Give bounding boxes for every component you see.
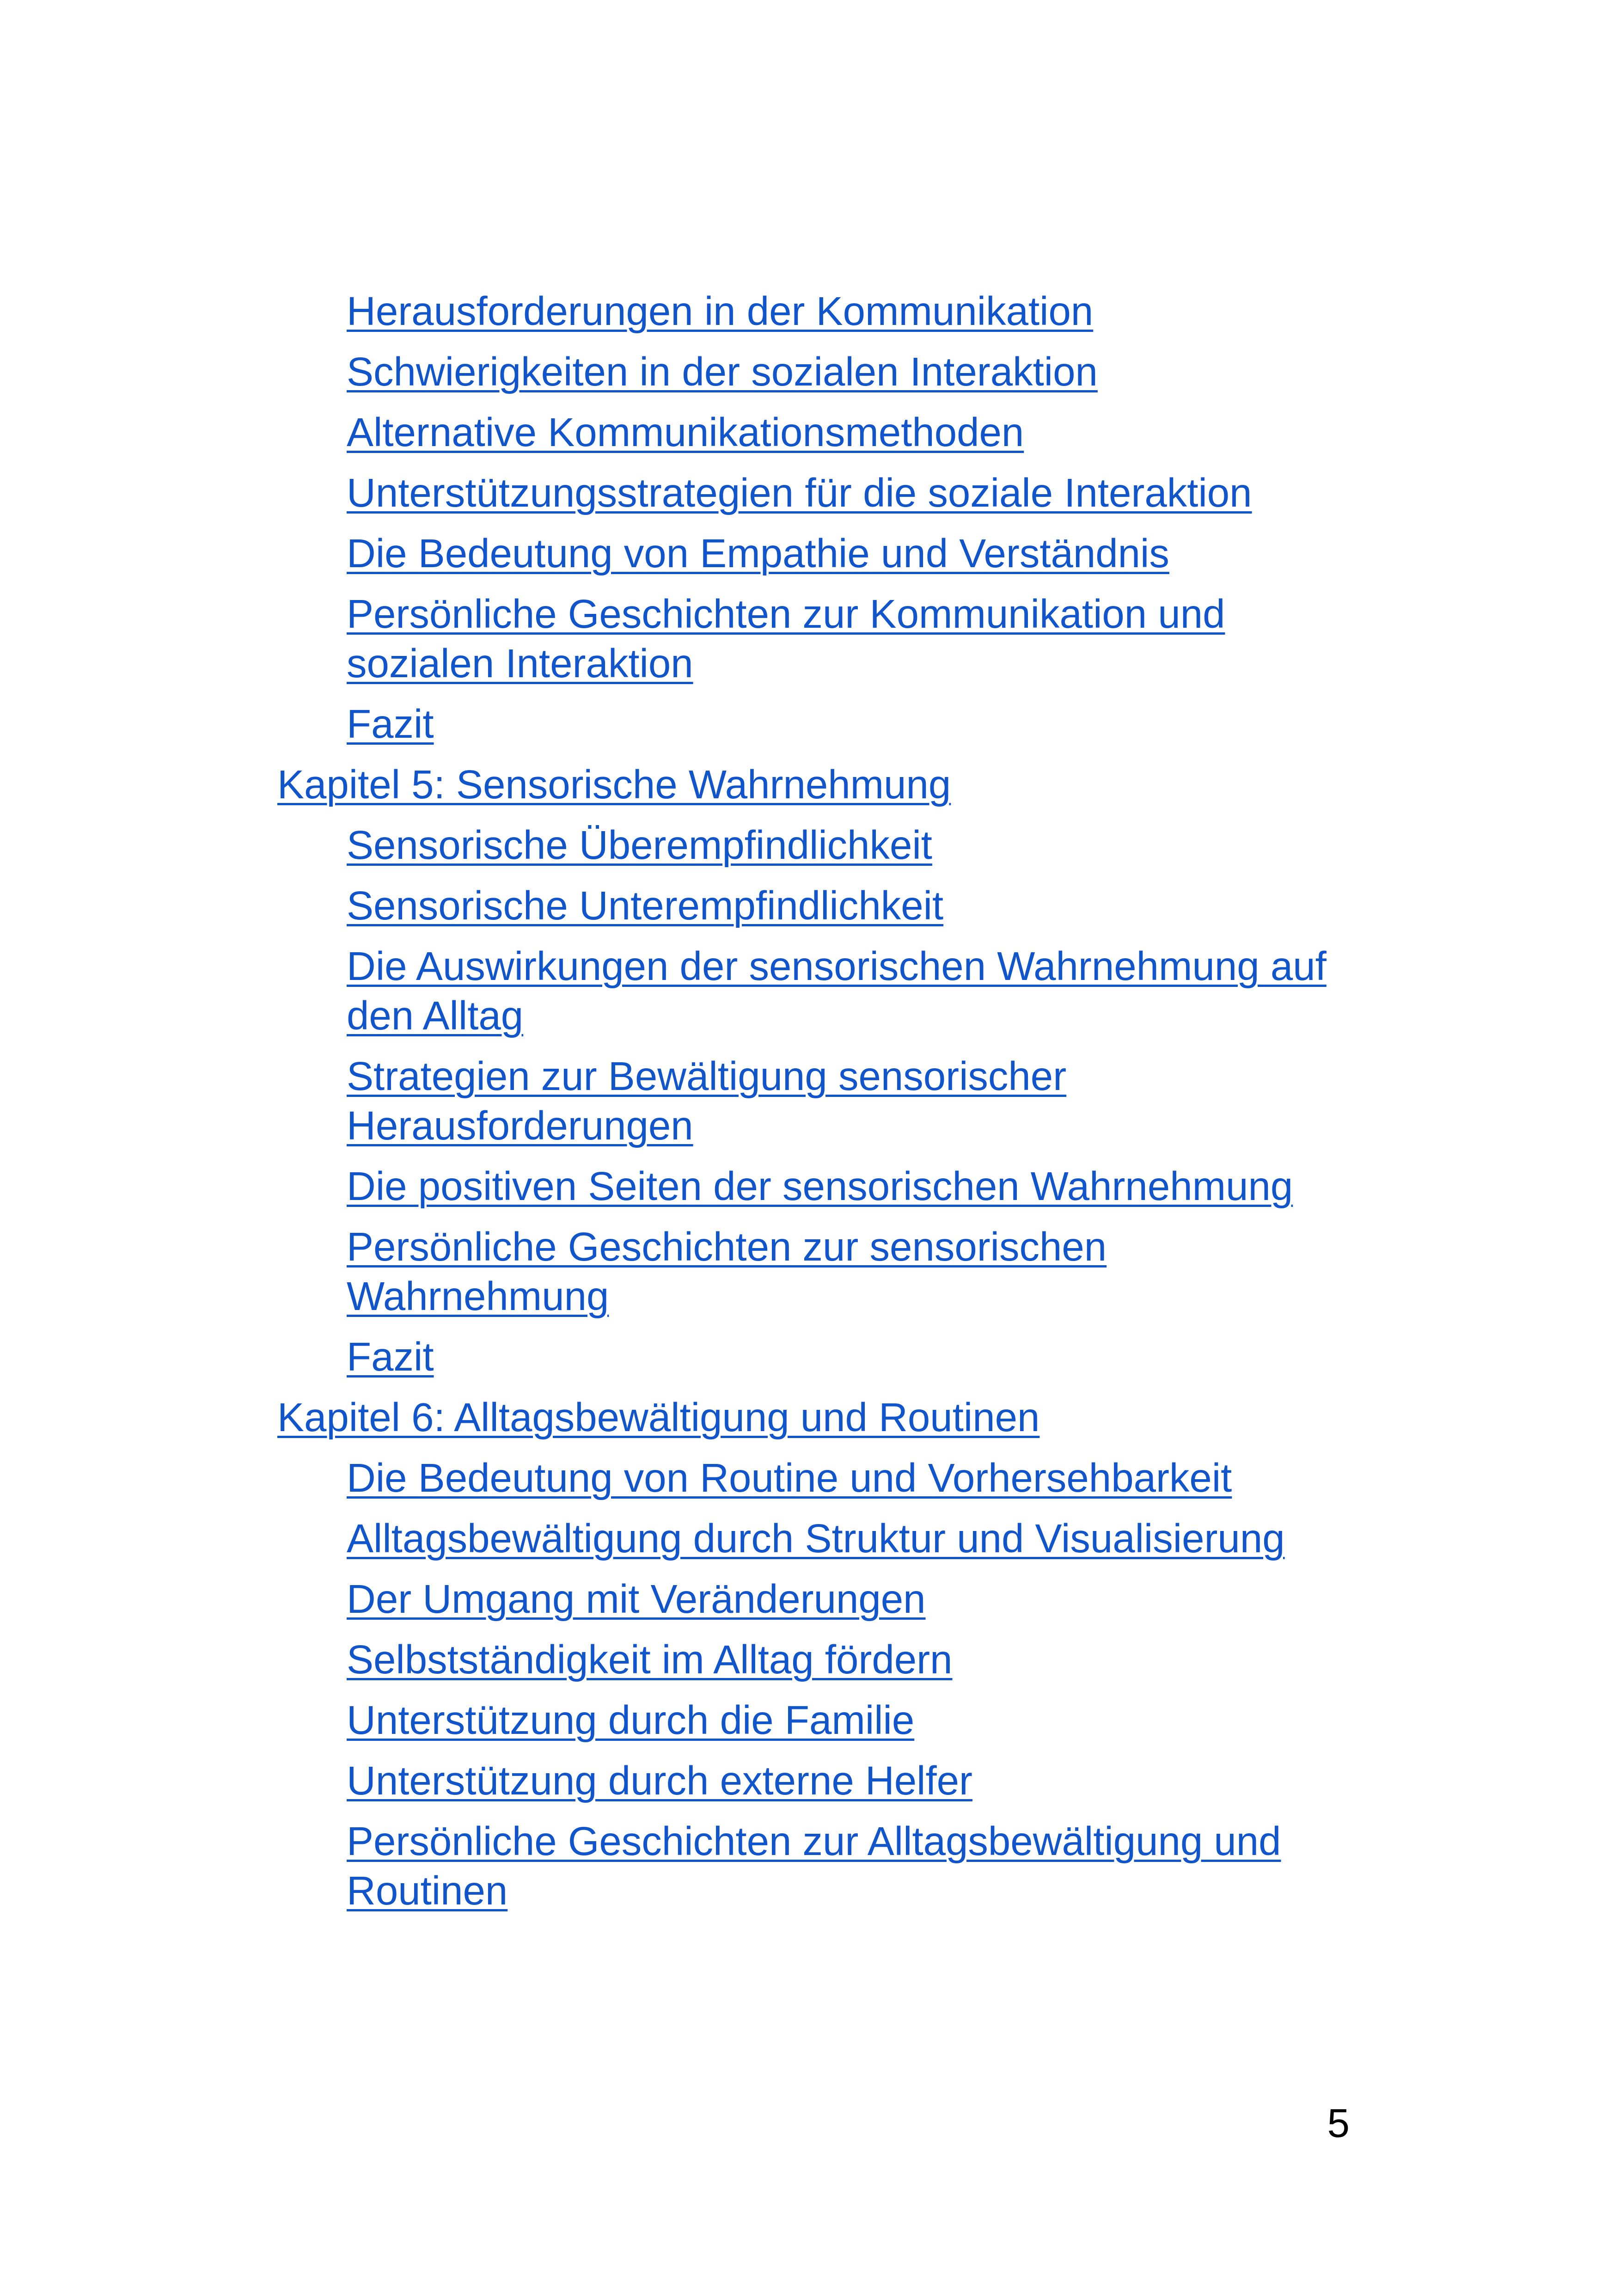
toc-entry — [277, 1574, 1350, 1624]
toc-link-struktur-visualisierung[interactable]: Alltagsbewältigung durch Struktur und Visualisierung — [347, 1516, 1285, 1561]
toc-entry — [277, 1162, 1350, 1211]
toc-entry — [277, 1222, 1350, 1321]
toc-entry — [277, 1635, 1350, 1684]
toc-entry — [277, 942, 1350, 1041]
toc-link-unterempfindlichkeit[interactable]: Sensorische Unterempfindlichkeit — [347, 883, 944, 928]
toc-entry — [277, 468, 1350, 518]
toc-entry — [277, 1696, 1350, 1745]
toc-link-unterstuetzung-familie[interactable]: Unterstützung durch die Familie — [347, 1698, 915, 1743]
toc-link-strategien-bewaeltigung[interactable]: Strategien zur Bewältigung sensorischer Herausforderungen — [347, 1054, 1067, 1148]
toc-entry — [277, 589, 1350, 688]
toc-link-umgang-veraenderungen[interactable]: Der Umgang mit Veränderungen — [347, 1577, 926, 1622]
toc-entry — [277, 699, 1350, 749]
toc-entry — [277, 1332, 1350, 1382]
page-number: 5 — [1327, 2101, 1350, 2146]
toc-entry — [277, 881, 1350, 931]
toc-entry — [277, 1052, 1350, 1151]
toc-link-unterstuetzungsstrategien[interactable]: Unterstützungsstrategien für die soziale Interaktion — [347, 471, 1252, 515]
toc-entry — [277, 1514, 1350, 1563]
toc-entry — [277, 820, 1350, 870]
toc-link-auswirkungen-alltag[interactable]: Die Auswirkungen der sensorischen Wahrnehmung auf den Alltag — [347, 944, 1327, 1038]
toc-link-geschichten-kommunikation[interactable]: Persönliche Geschichten zur Kommunikation und sozialen Interaktion — [347, 592, 1225, 686]
toc-entry — [277, 1756, 1350, 1806]
toc-link-schwierigkeiten-soziale-interaktion[interactable]: Schwierigkeiten in der sozialen Interaktion — [347, 349, 1098, 394]
toc-link-geschichten-wahrnehmung[interactable]: Persönliche Geschichten zur sensorischen Wahrnehmung — [347, 1225, 1107, 1319]
toc-entry — [277, 529, 1350, 578]
toc-link-alternative-kommunikationsmethoden[interactable]: Alternative Kommunikationsmethoden — [347, 410, 1024, 455]
toc-link-herausforderungen-kommunikation[interactable]: Herausforderungen in der Kommunikation — [347, 289, 1094, 334]
table-of-contents — [277, 287, 1350, 1927]
toc-link-routine-vorhersehbarkeit[interactable]: Die Bedeutung von Routine und Vorhersehbarkeit — [347, 1456, 1232, 1500]
toc-link-selbststaendigkeit[interactable]: Selbstständigkeit im Alltag fördern — [347, 1637, 953, 1682]
toc-chapter-entry — [277, 1393, 1350, 1442]
toc-link-positive-seiten[interactable]: Die positiven Seiten der sensorischen Wahrnehmung — [347, 1164, 1293, 1209]
toc-link-empathie-verstaendnis[interactable]: Die Bedeutung von Empathie und Verständnis — [347, 531, 1169, 576]
toc-chapter-entry — [277, 760, 1350, 809]
toc-link-kapitel-6[interactable]: Kapitel 6: Alltagsbewältigung und Routinen — [277, 1395, 1040, 1440]
toc-link-kapitel-5[interactable]: Kapitel 5: Sensorische Wahrnehmung — [277, 762, 951, 807]
toc-entry — [277, 1817, 1350, 1916]
toc-entry — [277, 408, 1350, 457]
toc-entry — [277, 1453, 1350, 1503]
toc-link-geschichten-alltagsbewaeltigung[interactable]: Persönliche Geschichten zur Alltagsbewältigung und Routinen — [347, 1819, 1281, 1913]
toc-link-unterstuetzung-externe-helfer[interactable]: Unterstützung durch externe Helfer — [347, 1758, 973, 1803]
toc-entry — [277, 287, 1350, 336]
toc-link-fazit-kapitel-5[interactable]: Fazit — [347, 1335, 434, 1379]
toc-link-fazit-kapitel-4[interactable]: Fazit — [347, 702, 434, 747]
toc-entry — [277, 347, 1350, 397]
toc-link-ueberempfindlichkeit[interactable]: Sensorische Überempfindlichkeit — [347, 823, 932, 868]
